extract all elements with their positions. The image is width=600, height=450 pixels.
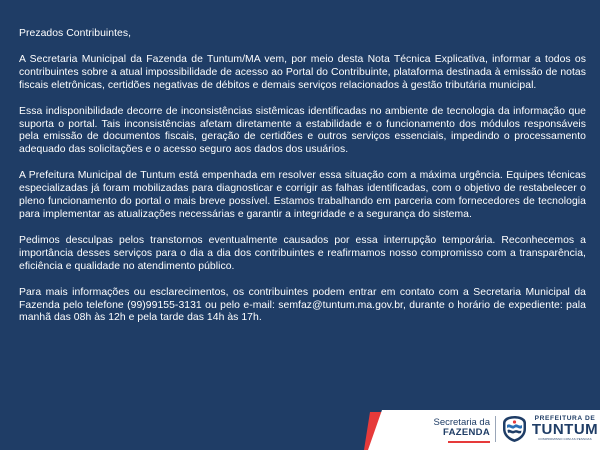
tuntum-crest-icon <box>501 415 528 443</box>
secretaria-underline <box>448 441 490 443</box>
logo-divider <box>495 416 496 442</box>
tuntum-label: TUNTUM <box>531 421 599 438</box>
prefeitura-tuntum-logo <box>531 415 599 441</box>
paragraph-intro: A Secretaria Municipal da Fazenda de Tuntum/MA vem, por meio desta Nota Técnica Explicativa, informar a todos os contribuintes sobre a atual impossibilidade de acesso ao Portal do Contribuinte, plataforma destinada à emissão de notas fiscais eletrônicas, certidões negativas de débitos e demais serviços relacionados à gestão tributária municipal. <box>19 53 586 91</box>
paragraph-cause: Essa indisponibilidade decorre de inconsistências sistêmicas identificadas no ambiente de tecnologia da informação que suporta o portal. Tais inconsistências afetam diretamente a estabilidade e o funcionamento dos módulos responsáveis pela emissão de documentos fiscais, geração de certidões e outros serviços essenciais, impedindo o processamento adequado das solicitações e o acesso seguro aos dados dos usuários. <box>19 105 586 156</box>
letter-body <box>19 28 586 338</box>
fazenda-label: FAZENDA <box>443 427 490 438</box>
paragraph-action: A Prefeitura Municipal de Tuntum está empenhada em resolver essa situação com a máxima urgência. Equipes técnicas especializadas já foram mobilizadas para diagnosticar e corrigir as falhas identificadas, com o objetivo de restabelecer o pleno funcionamento do portal o mais breve possível. Estamos trabalhando em parceria com fornecedores de tecnologia para implementar as atualizações necessárias e garantir a integridade e a segurança do sistema. <box>19 170 586 220</box>
paragraph-contact: Para mais informações ou esclarecimentos, os contribuintes podem entrar em contato com a Secretaria Municipal da Fazenda pelo telefone (99)99155-3131 ou pelo e-mail: semfaz@tuntum.ma.gov.br, durante o horário de expediente: pala manhã das 08h às 12h e pela tarde das 14h às 17h. <box>19 286 586 324</box>
paragraph-apology: Pedimos desculpas pelos transtornos eventualmente causados por essa interrupção temporária. Reconhecemos a importância desses serviços para o dia a dia dos contribuintes e reafirmamos nosso compromisso com a transparência, eficiência e qualidade no atendimento público. <box>19 234 586 272</box>
greeting: Prezados Contribuintes, <box>19 28 132 39</box>
prefeitura-label: PREFEITURA DE <box>534 415 596 422</box>
secretaria-label: Secretaria da <box>433 417 490 428</box>
footer-logos <box>364 406 600 450</box>
secretaria-fazenda-logo <box>408 418 490 438</box>
prefeitura-tagline: COMPROMISSO COM AS PESSOAS <box>538 437 592 441</box>
